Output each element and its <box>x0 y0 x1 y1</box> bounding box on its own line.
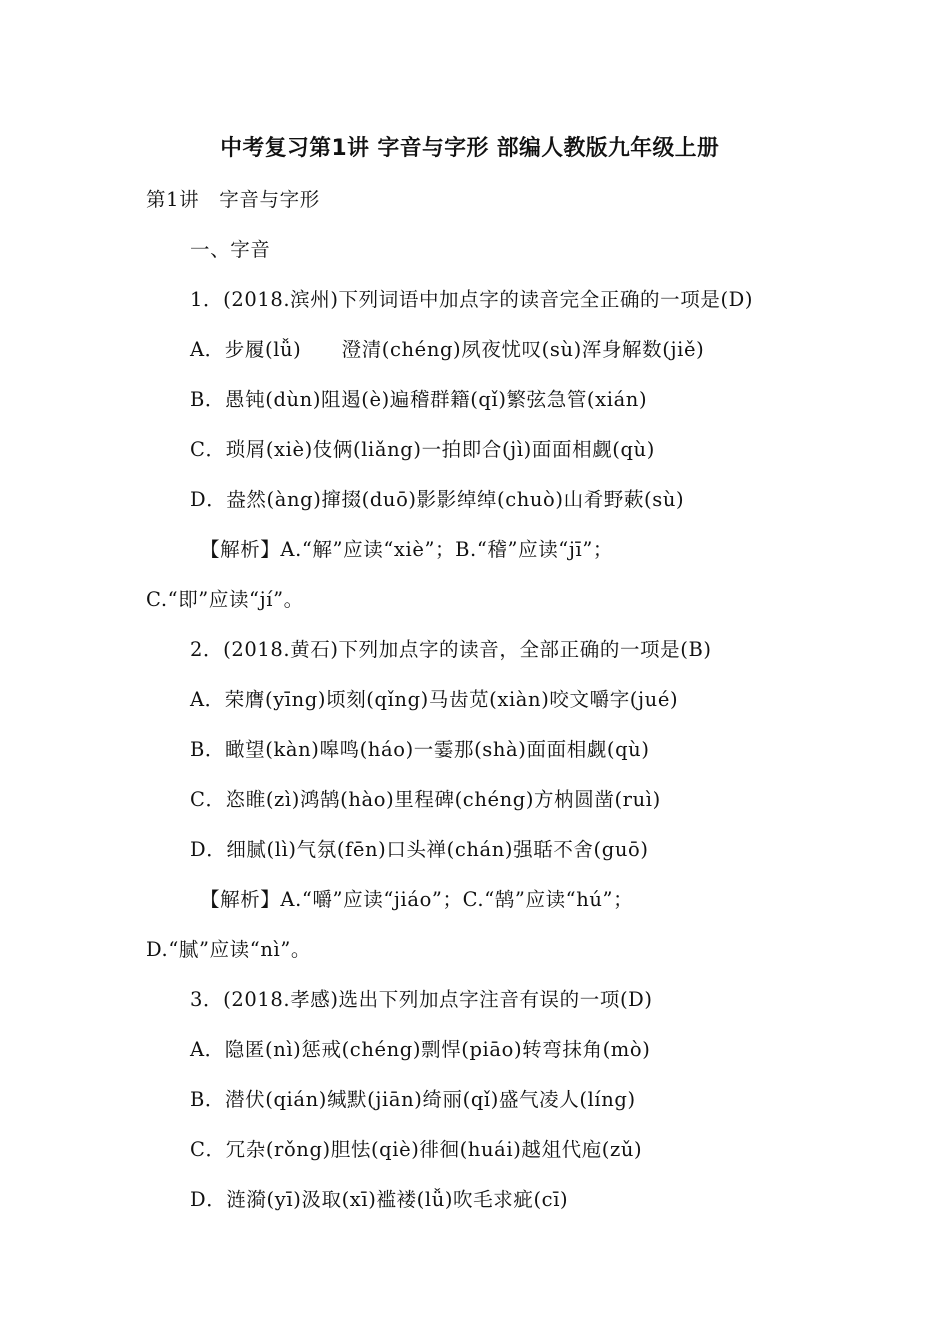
q1-option-b: B．愚钝(dùn)阻遏(è)遍稽群籍(qǐ)繁弦急管(xián) <box>190 388 648 411</box>
q3-option-c: C．冗杂(rǒng)胆怯(qiè)徘徊(huái)越俎代庖(zǔ) <box>190 1138 643 1161</box>
q2-analysis: 【解析】A.“嚼”应读“jiáo”；C.“鹄”应读“hú”； <box>200 888 634 911</box>
q1-analysis-cont: C.“即”应读“jí”。 <box>146 588 304 611</box>
question-2: 2．(2018.黄石)下列加点字的读音，全部正确的一项是(B) <box>190 638 712 661</box>
q1-option-a: A．步履(lǚ) 澄清(chéng)夙夜忧叹(sù)浑身解数(jiě) <box>190 338 705 361</box>
q3-option-a: A．隐匿(nì)惩戒(chéng)剽悍(piāo)转弯抹角(mò) <box>190 1038 651 1061</box>
q2-option-b: B．瞰望(kàn)嗥鸣(háo)一霎那(shà)面面相觑(qù) <box>190 738 650 761</box>
q3-option-d: D．涟漪(yī)汲取(xī)褴褛(lǚ)吹毛求疵(cī) <box>190 1188 569 1211</box>
q1-option-d: D．盎然(àng)撺掇(duō)影影绰绰(chuò)山肴野蔌(sù) <box>190 488 685 511</box>
subsection-heading: 一、字音 <box>190 238 271 261</box>
section-heading: 第1讲 字音与字形 <box>146 188 320 211</box>
q2-option-a: A．荣膺(yīng)顷刻(qǐng)马齿苋(xiàn)咬文嚼字(jué) <box>190 688 679 711</box>
q3-option-b: B．潜伏(qián)缄默(jiān)绮丽(qǐ)盛气凌人(líng) <box>190 1088 636 1111</box>
q1-analysis: 【解析】A.“解”应读“xiè”；B.“稽”应读“jī”； <box>200 538 614 561</box>
q2-analysis-cont: D.“腻”应读“nì”。 <box>146 938 312 961</box>
question-3: 3．(2018.孝感)选出下列加点字注音有误的一项(D) <box>190 988 653 1011</box>
question-1: 1．(2018.滨州)下列词语中加点字的读音完全正确的一项是(D) <box>190 288 754 311</box>
document-title: 中考复习第1讲 字音与字形 部编人教版九年级上册 <box>220 136 720 161</box>
q1-option-c: C．琐屑(xiè)伎俩(liǎng)一拍即合(jì)面面相觑(qù) <box>190 438 655 461</box>
q2-option-c: C．恣睢(zì)鸿鹄(hào)里程碑(chéng)方枘圆凿(ruì) <box>190 788 661 811</box>
q2-option-d: D．细腻(lì)气氛(fēn)口头禅(chán)强聒不舍(guō) <box>190 838 649 861</box>
